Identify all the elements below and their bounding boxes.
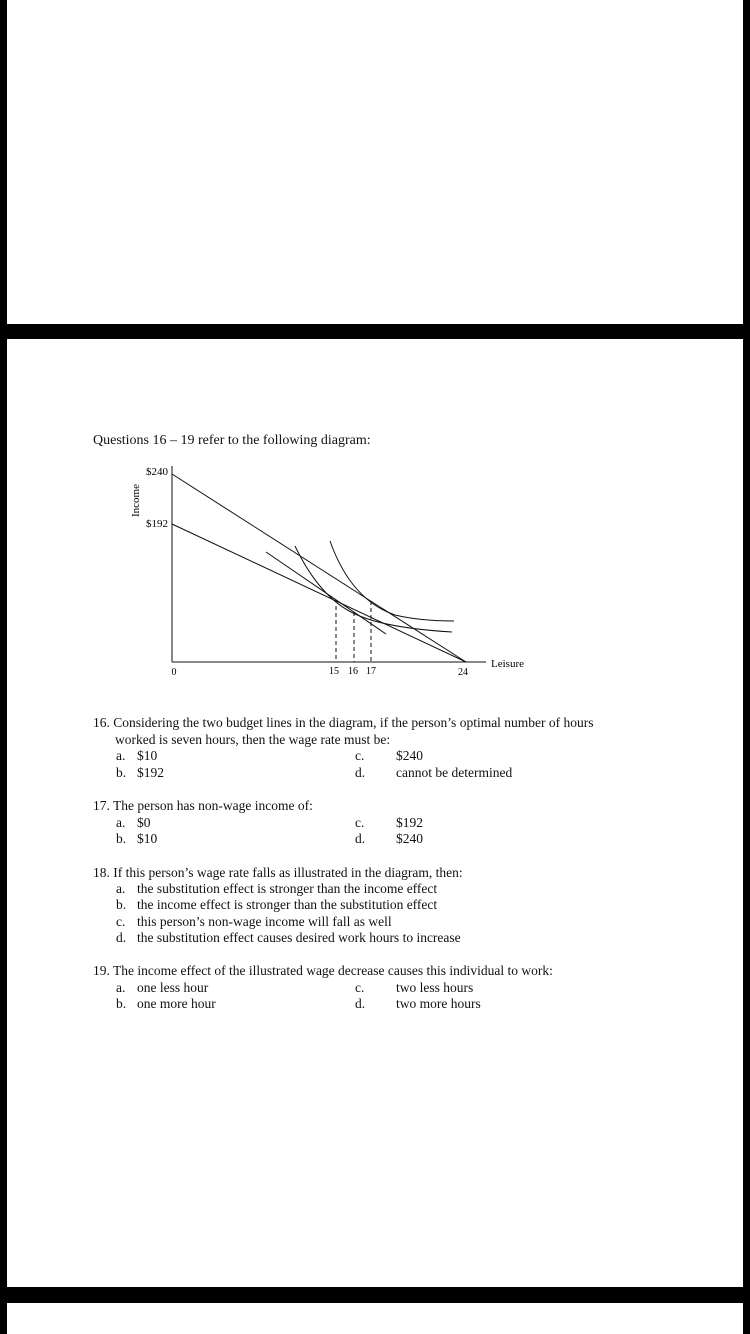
- q16-option-d-letter: d.: [355, 765, 366, 780]
- q17-option-c-text: $192: [396, 815, 423, 830]
- x-tick-24: 24: [458, 667, 468, 678]
- q16-option-b-text: $192: [137, 765, 164, 780]
- question-18-stem: If this person’s wage rate falls as illustrated in the diagram, then:: [113, 865, 463, 880]
- q18-option-a-text: the substitution effect is stronger than the income effect: [137, 881, 438, 896]
- q16-option-b-letter: b.: [116, 765, 127, 780]
- q18-option-d-letter: d.: [116, 930, 127, 945]
- q18-option-b-text: the income effect is stronger than the substitution effect: [137, 897, 438, 912]
- q17-option-c-letter: c.: [355, 815, 365, 830]
- q19-option-a-letter: a.: [116, 980, 126, 995]
- question-18-number: 18.: [93, 865, 110, 880]
- budget-line-192: [172, 524, 466, 662]
- question-16-stem-line1: Considering the two budget lines in the diagram, if the person’s optimal number of hours: [113, 715, 594, 730]
- question-18: [93, 865, 463, 882]
- q19-option-c-text: two less hours: [396, 980, 474, 995]
- q18-option-b-letter: b.: [116, 897, 127, 912]
- q16-option-a-text: $10: [137, 748, 158, 763]
- q16-option-c-text: $240: [396, 748, 423, 763]
- q19-option-d-text: two more hours: [396, 996, 481, 1011]
- q19-option-c-letter: c.: [355, 980, 365, 995]
- question-19: [93, 963, 553, 980]
- q17-option-d-text: $240: [396, 831, 423, 846]
- q18-option-c-text: this person’s non-wage income will fall as well: [137, 914, 392, 929]
- x-tick-15: 15: [329, 666, 339, 677]
- q16-option-d-text: cannot be determined: [396, 765, 513, 780]
- q17-option-a-letter: a.: [116, 815, 126, 830]
- q18-option-a-letter: a.: [116, 881, 126, 896]
- question-19-number: 19.: [93, 963, 110, 978]
- x-tick-17: 17: [366, 666, 376, 677]
- q19-option-d-letter: d.: [355, 996, 366, 1011]
- x-axis-label: Leisure: [491, 658, 524, 670]
- diagram-header: Questions 16 – 19 refer to the following diagram:: [93, 433, 371, 448]
- question-19-stem: The income effect of the illustrated wage decrease causes this individual to work:: [113, 963, 553, 978]
- q16-option-c-letter: c.: [355, 748, 365, 763]
- y-tick-240: $240: [146, 466, 168, 478]
- y-tick-192: $192: [146, 518, 168, 530]
- q17-option-b-text: $10: [137, 831, 158, 846]
- y-axis-label: Income: [130, 484, 142, 517]
- question-16-number: 16.: [93, 715, 110, 730]
- page-bottom: [7, 1303, 743, 1334]
- question-17-stem: The person has non-wage income of:: [113, 798, 313, 813]
- x-tick-0: 0: [171, 667, 177, 678]
- q17-option-d-letter: d.: [355, 831, 366, 846]
- q17-option-a-text: $0: [137, 815, 151, 830]
- q19-option-a-text: one less hour: [137, 980, 209, 995]
- budget-line-240: [172, 474, 466, 662]
- x-tick-16: 16: [348, 666, 358, 677]
- q18-option-d-text: the substitution effect causes desired work hours to increase: [137, 930, 461, 945]
- q18-option-c-letter: c.: [116, 914, 126, 929]
- q16-option-a-letter: a.: [116, 748, 126, 763]
- question-16: [93, 715, 653, 748]
- question-17-number: 17.: [93, 798, 110, 813]
- q19-option-b-letter: b.: [116, 996, 127, 1011]
- q17-option-b-letter: b.: [116, 831, 127, 846]
- question-17: [93, 798, 313, 815]
- question-16-stem-line2: worked is seven hours, then the wage rate must be:: [115, 731, 391, 747]
- q19-option-b-text: one more hour: [137, 996, 216, 1011]
